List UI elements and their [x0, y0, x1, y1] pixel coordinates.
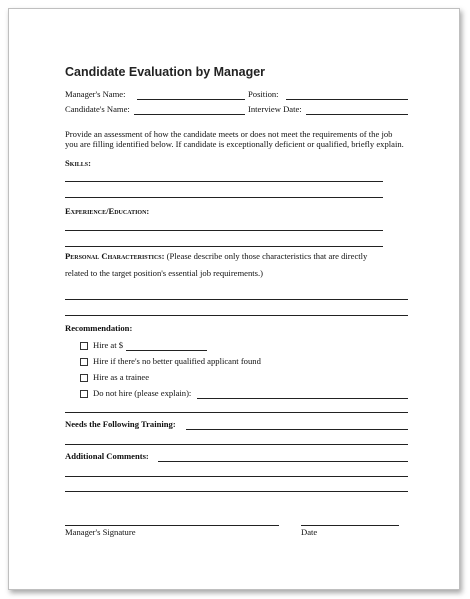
form-title: Candidate Evaluation by Manager: [65, 65, 266, 79]
option-do-not-hire-label: Do not hire (please explain):: [93, 388, 192, 398]
manager-signature-label: Manager's Signature: [65, 527, 136, 537]
experience-line-1[interactable]: [65, 230, 383, 231]
recommendation-extra-line[interactable]: [65, 412, 408, 413]
instructions-line-1: Provide an assessment of how the candidate meets or does not meet the requirements of the job: [65, 129, 393, 139]
option-hire-if-no-better-label: Hire if there's no better qualified applicant found: [93, 356, 261, 366]
experience-heading: Experience/Education:: [65, 206, 150, 216]
manager-signature-line[interactable]: [65, 525, 279, 526]
hire-at-amount-field[interactable]: [126, 350, 207, 351]
skills-line-1[interactable]: [65, 181, 383, 182]
manager-name-field[interactable]: [137, 99, 245, 100]
date-signature-line[interactable]: [301, 525, 399, 526]
do-not-hire-explain-field[interactable]: [197, 398, 408, 399]
comments-line-2[interactable]: [65, 476, 408, 477]
position-label: Position:: [248, 89, 279, 99]
interview-date-field[interactable]: [306, 114, 408, 115]
checkbox-hire-at[interactable]: [80, 342, 88, 350]
personal-heading: Personal Characteristics:: [65, 251, 165, 261]
comments-line-3[interactable]: [65, 491, 408, 492]
manager-name-label: Manager's Name:: [65, 89, 126, 99]
checkbox-hire-as-trainee[interactable]: [80, 374, 88, 382]
interview-date-label: Interview Date:: [248, 104, 302, 114]
personal-note-1: (Please describe only those characteristics that are directly: [166, 251, 368, 261]
evaluation-form-page: [8, 8, 460, 590]
position-field[interactable]: [286, 99, 408, 100]
comments-heading: Additional Comments:: [65, 451, 149, 461]
personal-heading-row: [65, 251, 367, 262]
candidate-name-label: Candidate's Name:: [65, 104, 130, 114]
recommendation-heading: Recommendation:: [65, 323, 133, 333]
training-field[interactable]: [186, 429, 408, 430]
experience-line-2[interactable]: [65, 246, 383, 247]
candidate-name-field[interactable]: [134, 114, 245, 115]
training-line-2[interactable]: [65, 444, 408, 445]
checkbox-hire-if-no-better[interactable]: [80, 358, 88, 366]
skills-line-2[interactable]: [65, 197, 383, 198]
skills-heading: Skills:: [65, 158, 91, 168]
personal-line-1[interactable]: [65, 299, 408, 300]
comments-field[interactable]: [158, 461, 408, 462]
personal-note-2: related to the target position's essential job requirements.): [65, 268, 264, 278]
personal-line-2[interactable]: [65, 315, 408, 316]
instructions-line-2: you are filling identified below. If candidate is exceptionally deficient or qualified, briefly explain.: [65, 139, 404, 149]
date-signature-label: Date: [301, 527, 318, 537]
option-hire-at-label: Hire at $: [93, 340, 124, 350]
checkbox-do-not-hire[interactable]: [80, 390, 88, 398]
training-heading: Needs the Following Training:: [65, 419, 176, 429]
option-hire-as-trainee-label: Hire as a trainee: [93, 372, 150, 382]
